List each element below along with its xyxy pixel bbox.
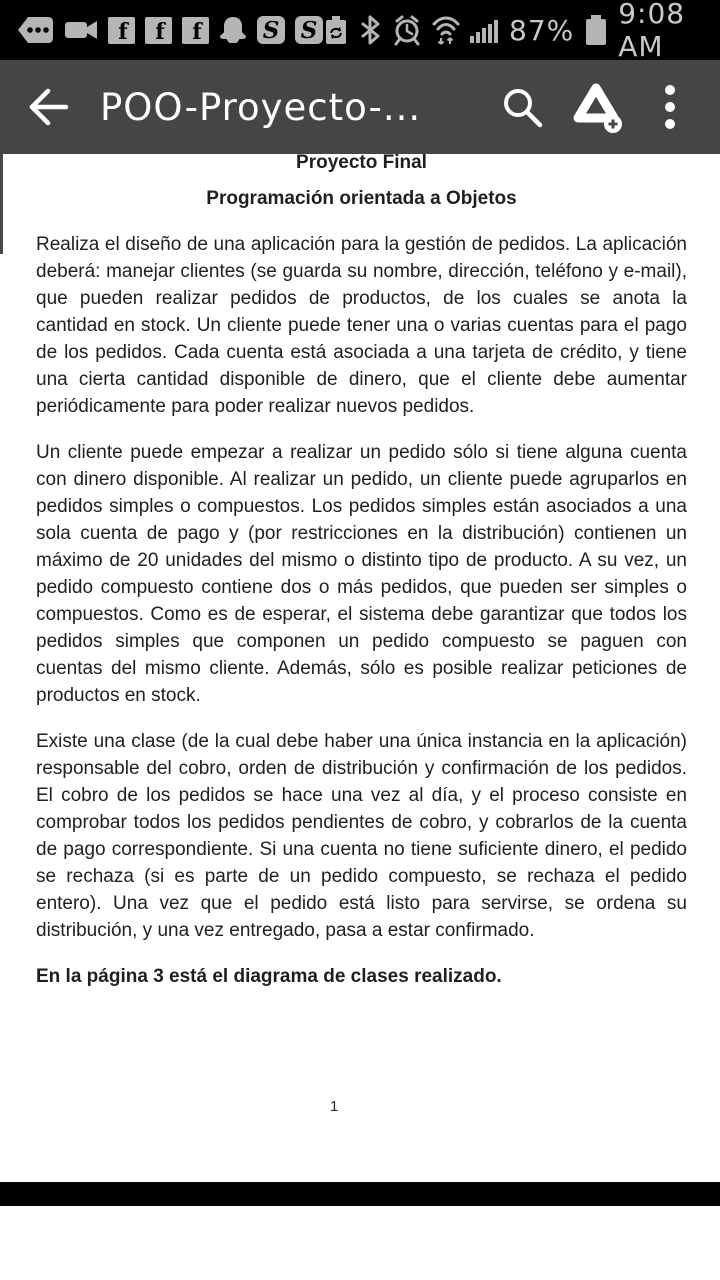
battery-percent-text: 87% [509,13,575,47]
snapchat-icon [219,16,247,45]
wifi-icon [431,13,461,47]
video-camera-icon [64,16,98,44]
bluetooth-icon [358,14,383,46]
chat-bubble-icon [16,15,54,46]
document-title: POO-Proyecto-... [100,85,422,129]
svg-text:f: f [118,18,128,44]
pdf-page-1[interactable] [0,154,720,1182]
back-arrow-icon [24,85,72,129]
s-app-icon [257,16,285,44]
pdf-page-2-top[interactable] [0,1206,720,1280]
page-number: 1 [330,1098,339,1115]
status-bar [0,0,720,63]
document-body [0,154,720,990]
notification-icons [16,15,323,46]
facebook-icon [145,17,172,44]
search-button[interactable] [494,79,550,135]
battery-icon [583,14,609,46]
svg-text:f: f [155,18,165,44]
overflow-menu-button[interactable] [642,79,698,135]
clock-text: 9:08 AM [618,0,686,63]
page-separator [0,1182,720,1206]
svg-text:S: S [262,17,280,44]
paragraph-1: Realiza el diseño de una aplicación para la gestión de pedidos. La aplicación deberá: manejar clientes (se guarda su nombre, dirección, teléfono y e-mail), que pueden realizar pedidos de productos, de los cuales se anota la cantidad en stock. Un cliente puede tener una o varias cuentas para el pago de los pedidos. Cada cuenta está asociada a una tarjeta de crédito, y tiene una cierta cantidad disponible de dinero, que el cliente debe aumentar periódicamente para poder realizar nuevos pedidos. [36,234,687,417]
alarm-clock-icon [392,14,422,46]
search-icon [499,84,545,130]
facebook-icon [108,17,135,44]
signal-strength-icon [470,15,500,45]
add-to-drive-icon [569,80,623,134]
svg-text:S: S [300,17,318,44]
document-heading: Proyecto Final [296,154,427,173]
overflow-menu-icon [664,83,676,131]
battery-saver-icon [323,14,349,46]
paragraph-3: Existe una clase (de la cual debe haber una única instancia en la aplicación) responsable del cobro, orden de distribución y confirmación de los pedidos. El cobro de los pedidos se hace una vez al día, y el proceso consiste en comprobar todos los pedidos pendientes de cobro, y cobrarlos de la cuenta de pago correspondiente. Si una cuenta no tiene suficiente dinero, el pedido se rechaza (si es parte de un pedido compuesto, se rechaza el pedido entero). Una vez que el pedido está listo para servirse, se ordena su distribución, y una vez entregado, pasa a estar confirmado. [36,731,687,941]
document-subheading: Programación orientada a Objetos [206,188,517,209]
bold-note: En la página 3 está el diagrama de clases realizado. [36,966,502,987]
add-to-drive-button[interactable] [568,79,624,135]
facebook-icon [182,17,209,44]
s-app-icon [295,16,323,44]
page-edge-shadow [0,154,3,254]
svg-text:f: f [192,18,202,44]
system-status-icons [323,0,704,63]
paragraph-2: Un cliente puede empezar a realizar un pedido sólo si tiene alguna cuenta con dinero disponible. Al realizar un pedido, un cliente puede agruparlos en pedidos simples o compuestos. Los pedidos simples están asociados a una sola cuenta de pago y (por restricciones en la distribución) contienen un máximo de 20 unidades del mismo o distinto tipo de producto. A su vez, un pedido compuesto contiene dos o más pedidos, que pueden ser simples o compuestos. Como es de esperar, el sistema debe garantizar que todos los pedidos simples que componen un pedido compuesto se paguen con cuentas del mismo cliente. Además, sólo es posible realizar peticiones de productos en stock. [36,442,687,706]
app-toolbar [0,60,720,154]
back-button[interactable] [22,83,74,131]
